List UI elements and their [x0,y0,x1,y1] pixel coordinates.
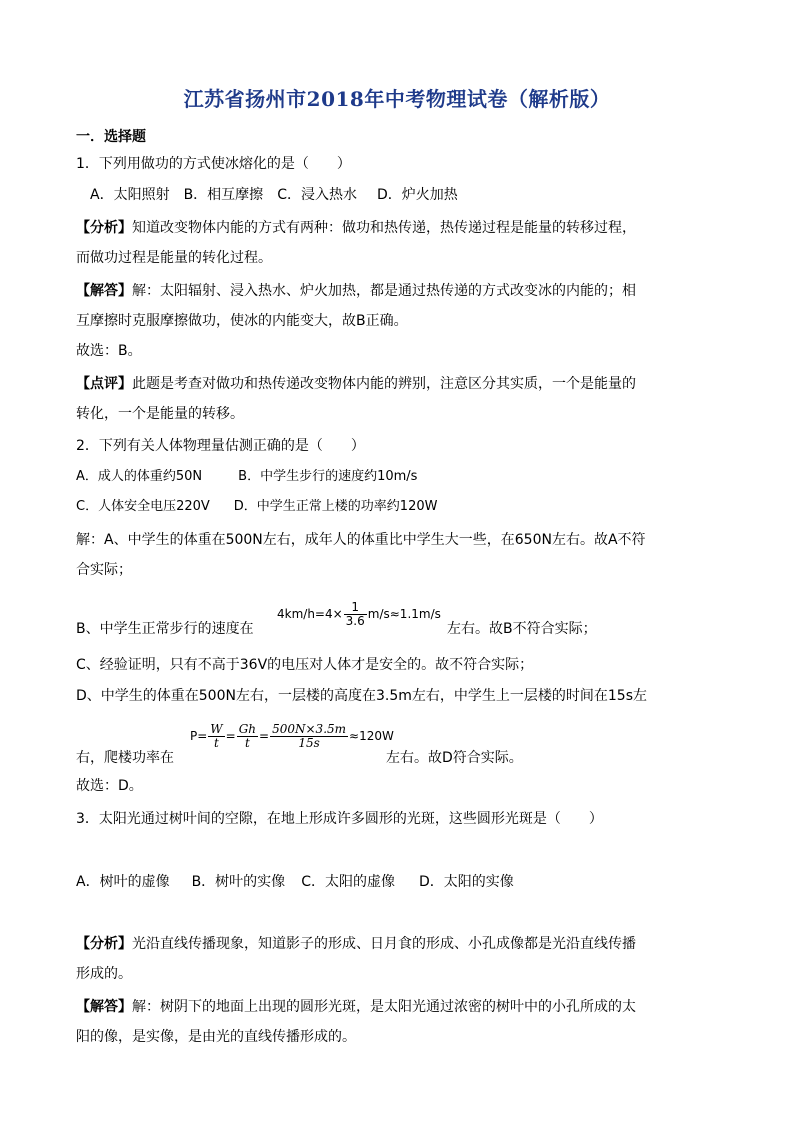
q3-option-a: A．树叶的虚像 [76,874,170,890]
q1-comment [76,374,636,394]
q3-analysis-line2: 形成的。 [76,966,132,982]
q3-analysis-text: 光沿直线传播现象，知道影子的形成、日月食的形成、小孔成像都是光沿直线传播 [132,936,636,952]
q2-option-a: A．成人的体重约50N [76,469,203,484]
q1-answer-text: 解：太阳辐射、浸入热水、炉火加热，都是通过热传递的方式改变冰的内能的；相 [132,283,636,299]
q2-solution-c: C、经验证明，只有不高于36V的电压对人体才是安全的。故不符合实际； [76,657,534,673]
q2-solution-b-tail: 左右。故B不符合实际； [447,621,597,637]
q1-analysis-line2: 而做功过程是能量的转化过程。 [76,250,272,266]
q1-comment-line2: 转化，一个是能量的转移。 [76,406,244,422]
q2-solution-d-tail: 左右。故D符合实际。 [386,750,523,766]
q2-solution-a-line2: 合实际； [76,562,132,578]
answer-label: 【解答】 [76,999,132,1015]
q1-answer-line2: 互摩擦时克服摩擦做功，使冰的内能变大，故B正确。 [76,313,408,329]
page-title: 江苏省扬州市2018年中考物理试卷（解析版） [183,87,611,111]
q1-answer [76,281,636,301]
section-heading: 一．选择题 [76,129,146,145]
q3-answer [76,997,636,1017]
q1-option-d: D．炉火加热 [376,187,458,203]
analysis-label: 【分析】 [76,936,132,952]
q2-option-d: D．中学生正常上楼的功率约120W [233,499,438,514]
q2-solution-d-line2: 右，爬楼功率在 [76,750,174,766]
comment-label: 【点评】 [76,376,132,392]
answer-label: 【解答】 [76,283,132,299]
q2-solution-b: B、中学生正常步行的速度在 [76,621,254,637]
q3-option-c: C．太阳的虚像 [301,874,395,890]
speed-formula: 4km/h=4× $\frac{1}{3.6}$ m/s≈1.1m/s [277,600,441,628]
q2-option-c: C．人体安全电压220V [76,499,210,514]
q3-analysis [76,934,636,954]
q1-stem: 1．下列用做功的方式使冰熔化的是（ ） [76,156,351,172]
q1-option-b: B．相互摩擦 [183,187,264,203]
analysis-label: 【分析】 [76,220,132,236]
q2-options-row2 [76,497,437,517]
q3-option-d: D．太阳的实像 [418,874,514,890]
q1-option-a: A．太阳照射 [90,187,170,203]
q1-options [90,185,458,205]
fraction: $\frac{1}{3.6}$ [345,600,365,628]
q3-answer-line2: 阳的像，是实像，是由光的直线传播形成的。 [76,1029,356,1045]
q2-option-b: B．中学生步行的速度约10m/s [238,469,418,484]
q3-answer-text: 解：树阴下的地面上出现的圆形光斑，是太阳光通过浓密的树叶中的小孔所成的太 [132,999,636,1015]
q2-stem: 2．下列有关人体物理量估测正确的是（ ） [76,438,365,454]
q1-analysis-text: 知道改变物体内能的方式有两种：做功和热传递，热传递过程是能量的转移过程， [132,220,636,236]
q2-solution-d: D、中学生的体重在500N左右，一层楼的高度在3.5m左右，中学生上一层楼的时间在15s左 [76,688,647,704]
q1-choice: 故选：B。 [76,343,142,359]
q3-stem: 3．太阳光通过树叶间的空隙，在地上形成许多圆形的光斑，这些圆形光斑是（ ） [76,811,603,827]
q2-choice: 故选：D。 [76,778,143,794]
q3-options [76,872,514,892]
q1-option-c: C．浸入热水 [277,187,357,203]
q1-comment-text: 此题是考查对做功和热传递改变物体内能的辨别，注意区分其实质，一个是能量的 [132,376,636,392]
q1-analysis [76,218,636,238]
power-formula: P= $\frac{W}{t}$ = $\frac{Gh}{t}$ = $\frac{500N\times 3.5m}{15s}$ ≈120W [190,722,394,750]
q3-option-b: B．树叶的实像 [191,874,286,890]
q2-solution-a: 解：A、中学生的体重在500N左右，成年人的体重比中学生大一些，在650N左右。故A不符 [76,532,646,548]
q2-options-row1 [76,467,417,487]
